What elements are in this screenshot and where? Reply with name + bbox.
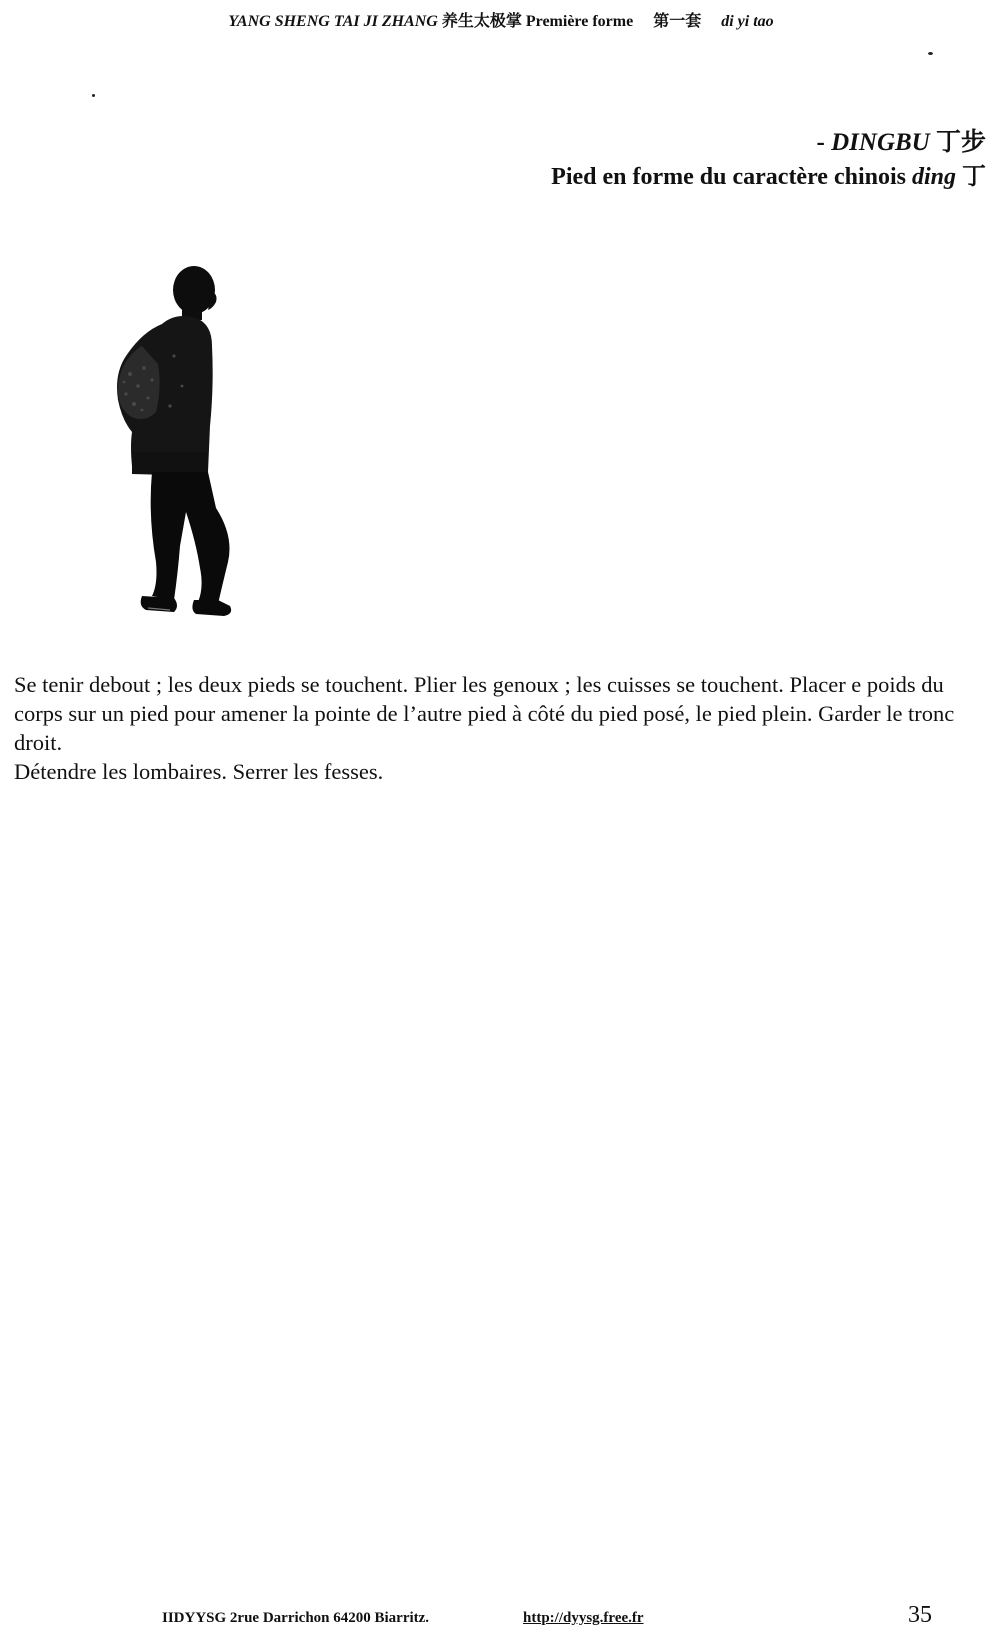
running-header <box>0 8 1002 31</box>
subtitle-term: ding <box>911 164 956 190</box>
footer-address: IIDYYSG 2rue Darrichon 64200 Biarritz. <box>162 1610 430 1626</box>
scan-speck <box>928 52 933 55</box>
scan-speck <box>92 94 95 97</box>
dingbu-stance-figure <box>112 266 252 646</box>
page-footer <box>0 1602 1002 1632</box>
header-title-chinese: 养生太极掌 <box>441 13 522 30</box>
section-title-block <box>551 126 986 194</box>
subtitle-chinese: 丁 <box>962 164 986 190</box>
section-name-chinese: 丁步 <box>935 129 986 156</box>
section-subtitle: Pied en forme du caractère chinois ding 丁 <box>551 164 986 190</box>
header-title-latin: YANG SHENG TAI JI ZHANG <box>228 13 438 30</box>
instruction-paragraph-2: Détendre les lombaires. Serrer les fesses. <box>14 759 384 784</box>
header-form-chinese: 第一套 <box>653 13 702 30</box>
header-form-label: Première forme <box>525 13 634 30</box>
section-title: - DINGBU 丁步 <box>816 129 986 156</box>
section-name: DINGBU <box>831 129 930 156</box>
page-number: 35 <box>908 1602 932 1628</box>
instruction-text <box>14 670 989 786</box>
header-form-pinyin: di yi tao <box>721 13 774 30</box>
instruction-paragraph-1: Se tenir debout ; les deux pieds se touchent. Plier les genoux ; les cuisses se touchent. Placer e poids du corps sur un pied pour amener la pointe de l’autre pied à côté du pied posé, le pied plein. Garder le tronc droit. <box>14 672 955 755</box>
footer-website-link[interactable]: http://dyysg.free.fr <box>523 1610 644 1626</box>
